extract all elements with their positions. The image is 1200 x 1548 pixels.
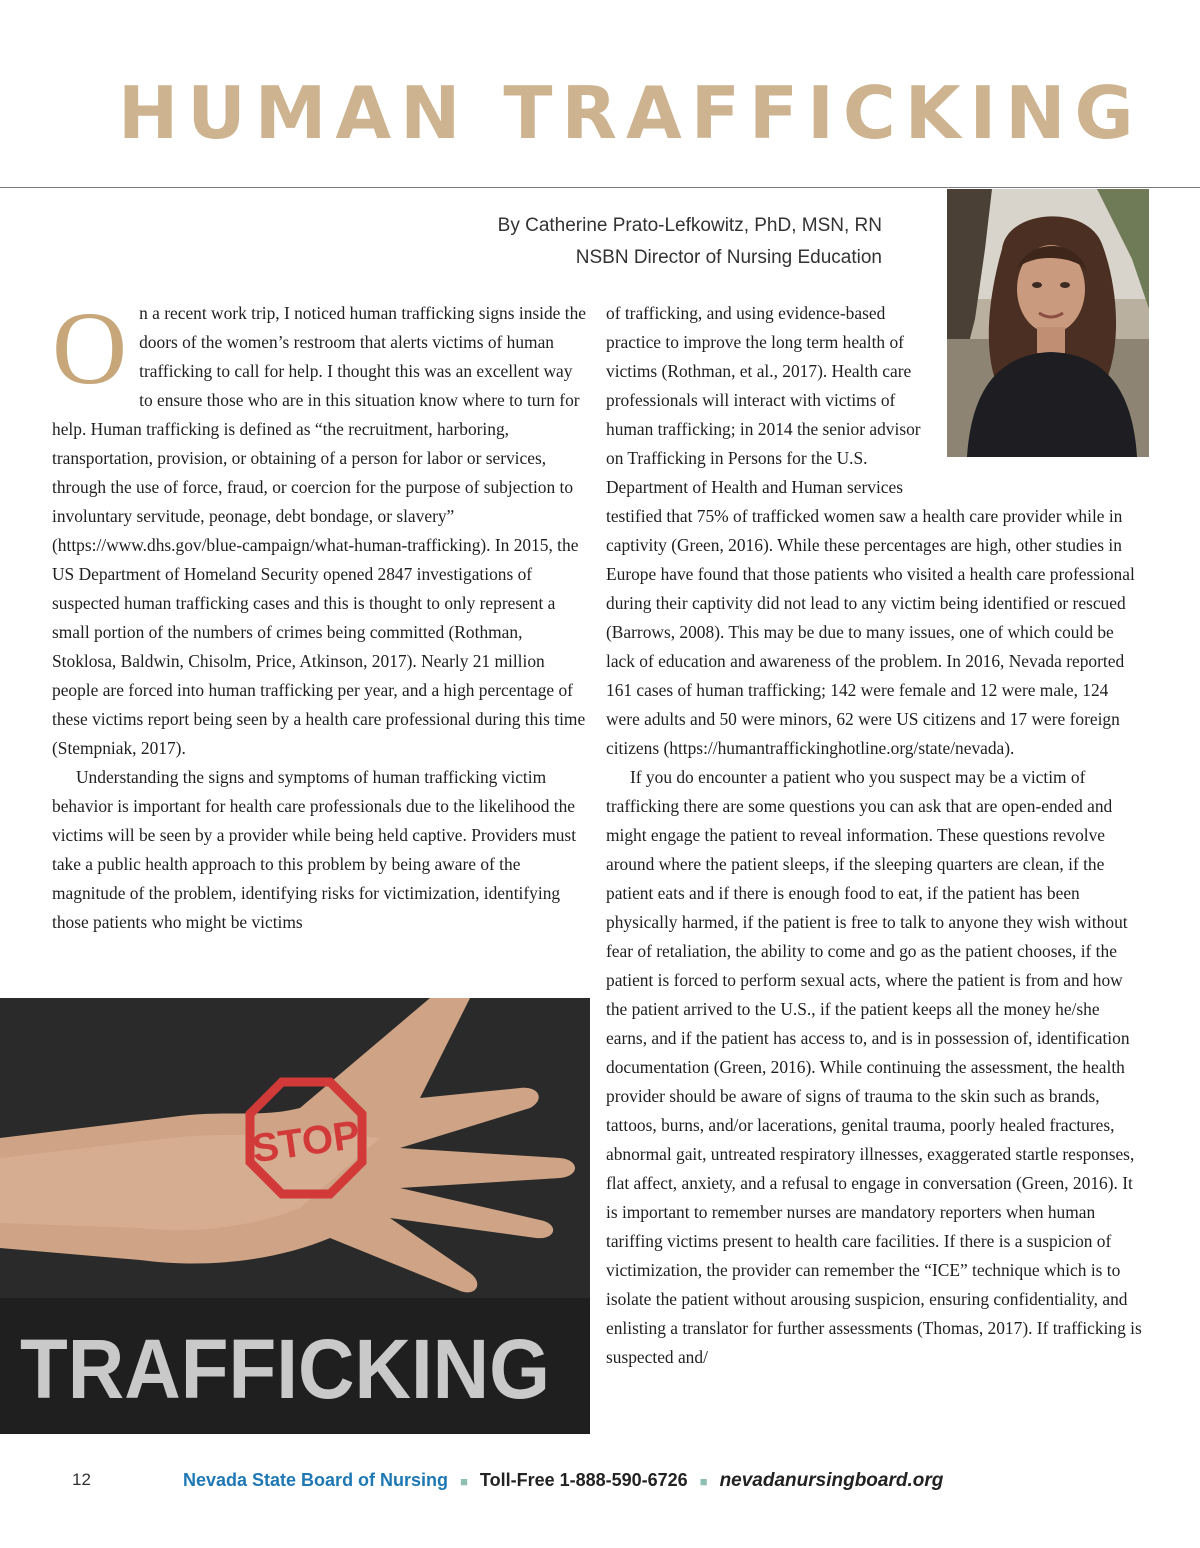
page-number: 12 (72, 1470, 91, 1489)
footer-org: Nevada State Board of Nursing (183, 1470, 449, 1490)
stop-text: STOP (249, 1112, 363, 1172)
article-paragraph-1: n a recent work trip, I noticed human trafficking signs inside the doors of the women’s restroom that alerts victims of human trafficking to call for help. I thought this was an excellent way to ensure those who are in this situation know where to turn for help. Human trafficking is defined as “the recruitment, harboring, transportation, provision, or obtaining of a person for labor or services, through the use of force, fraud, or coercion for the purpose of subjection to involuntary servitude, peonage, debt bondage, or slavery” (https://www.dhs.gov/blue-campaign/what-human-trafficking). In 2015, the US Department of Homeland Security opened 2847 investigations of suspected human trafficking cases and this is thought to only represent a small portion of the numbers of crimes being committed (Rothman, Stoklosa, Baldwin, Chisolm, Price, Atkinson, 2017). Nearly 21 million people are forced into human trafficking per year, and a high percentage of these victims report being seen by a health care professional during this time (Stempniak, 2017). (52, 303, 586, 758)
trafficking-text: TRAFFICKING (20, 1322, 550, 1416)
article-paragraph-3: of trafficking, and using evidence-based practice to improve the long term health of victims (Rothman, et al., 2017). Health care professionals will interact with victims of human trafficking; in 2014 the senior advisor on Trafficking in Persons for the U.S. Department of Health and Human services testified that 75% of trafficked women saw a health care provider while in captivity (Green, 2016). While these percentages are high, other studies in Europe have found that those patients who visited a health care professional during their captivity did not lead to any victim being identified or rescued (Barrows, 2008). This may be due to many issues, one of which could be lack of education and awareness of the problem. In 2016, Nevada reported 161 cases of human trafficking; 142 were female and 12 were male, 124 were adults and 50 were minors, 62 were US citizens and 17 were foreign citizens (https://humantraffickinghotline.org/state/nevada). (606, 303, 1135, 758)
title-divider (0, 187, 1200, 188)
footer-phone: Toll-Free 1-888-590-6726 (479, 1470, 688, 1490)
article-column-right (606, 299, 1144, 1372)
stop-trafficking-image (0, 998, 590, 1434)
footer-website[interactable]: nevadanursingboard.org (719, 1470, 944, 1491)
author-name: By Catherine Prato-Lefkowitz, PhD, MSN, RN (497, 215, 882, 236)
byline (498, 210, 882, 274)
article-paragraph-2: Understanding the signs and symptoms of human trafficking victim behavior is important for health care professionals due to the likelihood the victims will be seen by a provider while being held captive. Providers must take a public health approach to this problem by being aware of the magnitude of the problem, identifying risks for victimization, identifying those patients who might be victims (52, 767, 577, 932)
drop-cap: O (52, 291, 128, 406)
separator-square-icon: ■ (460, 1474, 468, 1489)
footer-info (183, 1470, 943, 1492)
article-paragraph-4: If you do encounter a patient who you suspect may be a victim of trafficking there are some questions you can ask that are open-ended and might engage the patient to reveal information. These questions revolve around where the patient sleeps, if the sleeping quarters are clean, if the patient eats and if there is enough food to eat, if the patient has been physically harmed, if the patient is free to talk to anyone they wish without fear of retaliation, the ability to come and go as the patient chooses, if the patient is forced to perform sexual acts, where the patient is from and how the patient arrived to the U.S., if the patient keeps all the money he/she earns, and if the patient has access to, and is in possession of, identification documentation (Green, 2016). While continuing the assessment, the health provider should be aware of signs of trauma to the skin such as brands, tattoos, burns, and/or lacerations, genital trauma, poorly healed fractures, abnormal gait, untreated respiratory illnesses, exaggerated startle responses, flat affect, anxiety, and a refusal to engage in conversation (Green, 2016). It is important to remember nurses are mandatory reporters when human tariffing victims present to health care facilities. If there is a suspicion of victimization, the provider can remember the “ICE” technique which is to isolate the patient without arousing suspicion, ensuring confidentiality, and enlisting a translator for further assessments (Thomas, 2017). If trafficking is suspected and/ (606, 767, 1142, 1367)
author-title: NSBN Director of Nursing Education (575, 247, 882, 268)
page-footer (0, 1470, 1200, 1500)
separator-square-icon: ■ (699, 1474, 708, 1489)
article-column-left (52, 291, 587, 937)
page-title: HUMAN TRAFFICKING (118, 71, 1143, 155)
